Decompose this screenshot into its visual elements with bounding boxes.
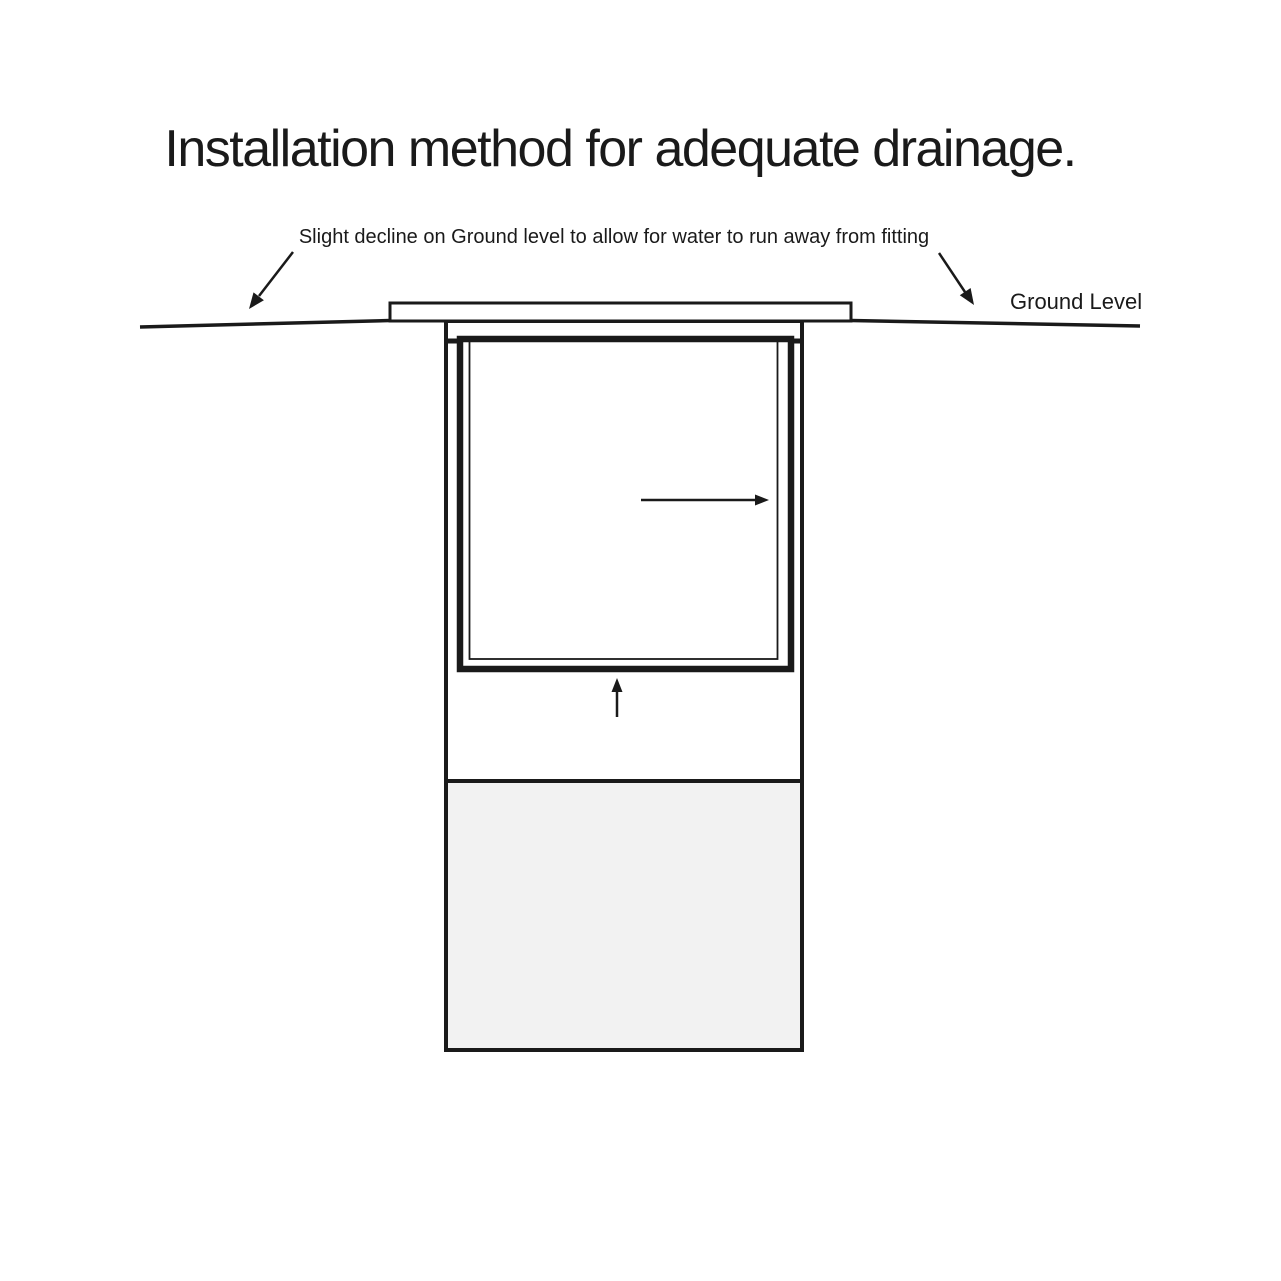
ground-level-label: Ground Level <box>1010 289 1143 314</box>
decline-annotation: Slight decline on Ground level to allow for water to run away from fitting <box>298 226 930 248</box>
right-decline-arrowhead-icon <box>960 288 974 305</box>
page-title: Installation method for adequate drainage. <box>164 120 1076 178</box>
flange <box>390 303 851 321</box>
right-decline-arrow-shaft <box>939 253 965 292</box>
canister-body <box>460 339 791 669</box>
left-decline-arrow <box>249 252 293 309</box>
ground-line-left <box>140 321 390 328</box>
crushed-rock-area <box>446 781 802 1050</box>
ground-line-right <box>851 321 1140 327</box>
left-decline-arrowhead-icon <box>249 292 264 309</box>
left-decline-arrow-shaft <box>259 252 293 296</box>
right-decline-arrow <box>939 253 974 305</box>
